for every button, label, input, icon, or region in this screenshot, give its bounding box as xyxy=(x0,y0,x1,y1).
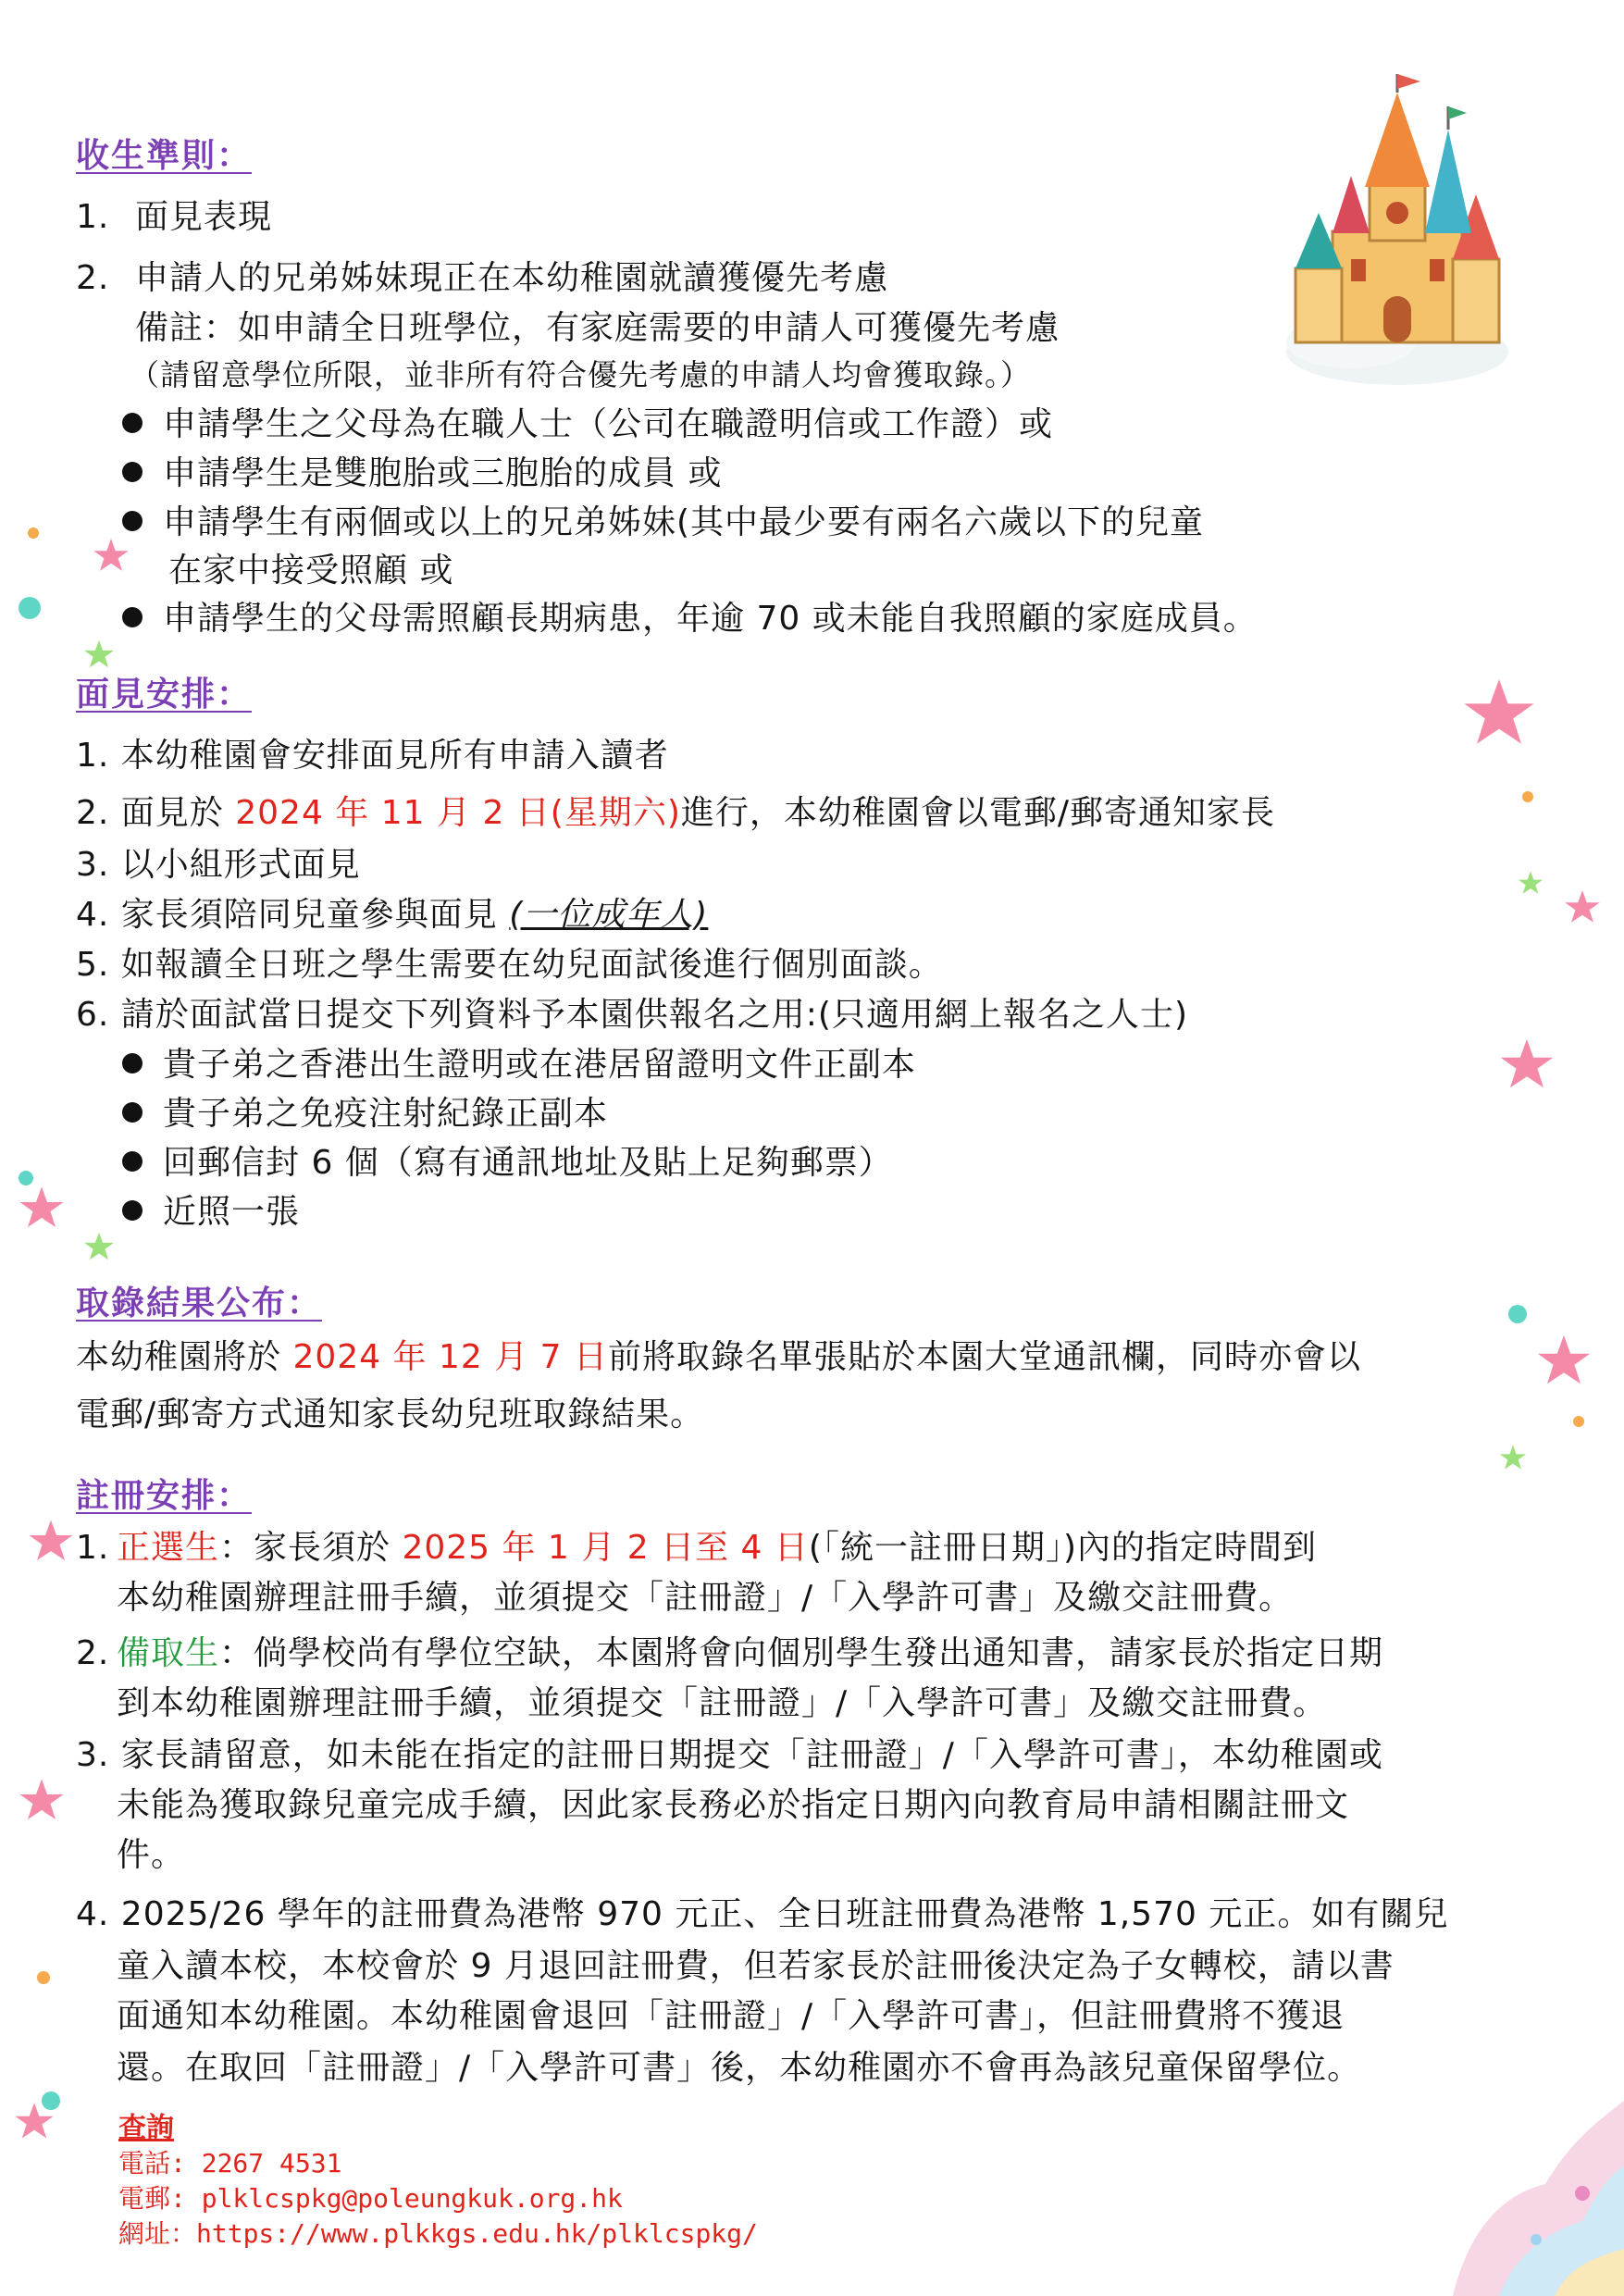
admission-bullet xyxy=(122,398,1053,445)
registration-item-3: 3. 家長請留意，如未能在指定的註冊日期提交「註冊證」/「入學許可書」，本幼稚園或 xyxy=(76,1736,1383,1774)
item-text: ：倘學校尚有學位空缺，本園將會向個別學生發出通知書，請家長於指定日期 xyxy=(219,1634,1384,1672)
item-text: 面見表現 xyxy=(135,198,273,236)
bullet-text: 申請學生之父母為在職人士（公司在職證明信或工作證）或 xyxy=(163,405,1054,443)
interview-item-5: 5. 如報讀全日班之學生需要在幼兒面試後進行個別面談。 xyxy=(76,946,943,984)
bullet-icon xyxy=(122,1151,143,1172)
registration-item-2 xyxy=(76,1627,1383,1674)
star-icon xyxy=(1536,1333,1592,1388)
star-icon xyxy=(1564,888,1601,925)
bullet-icon xyxy=(122,607,143,627)
section-heading-results: 取錄結果公布： xyxy=(76,1285,323,1322)
star-icon xyxy=(83,1231,115,1262)
adult-note: (一位成年人) xyxy=(509,896,709,934)
registration-item-4: 4. 2025/26 學年的註冊費為港幣 970 元正、全日班註冊費為港幣 1,570 元正。如有關兒 xyxy=(76,1895,1449,1933)
item-text: (「統一註冊日期」)內的指定時間到 xyxy=(808,1529,1317,1567)
registration-item-2-cont: 到本幼稚園辦理註冊手續，並須提交「註冊證」/「入學許可書」及繳交註冊費。 xyxy=(117,1684,1328,1722)
interview-bullet xyxy=(122,1087,608,1135)
item-text: 4. 家長須陪同兒童參與面見 xyxy=(76,896,510,934)
decorative-dot xyxy=(1522,791,1533,802)
star-icon xyxy=(19,1777,65,1823)
interview-bullet xyxy=(122,1136,893,1184)
bullet-icon xyxy=(122,1053,143,1074)
registration-item-4-cont: 童入讀本校，本校會於 9 月退回註冊費，但若家長於註冊後決定為子女轉校，請以書 xyxy=(117,1947,1395,1985)
contact-email[interactable]: 電郵: plklcspkg@poleungkuk.org.hk xyxy=(118,2183,623,2214)
bullet-icon xyxy=(122,413,143,433)
item-number: 1. xyxy=(76,198,110,236)
section-heading-admission: 收生準則： xyxy=(76,137,253,175)
star-icon xyxy=(19,1185,65,1231)
results-text: 前將取錄名單張貼於本園大堂通訊欄，同時亦會以 xyxy=(608,1338,1362,1376)
results-line-1 xyxy=(76,1331,1361,1378)
admission-item-2 xyxy=(76,252,888,299)
decorative-dot xyxy=(19,1171,33,1185)
admission-bullet xyxy=(122,447,722,494)
bullet-text: 貴子弟之香港出生證明或在港居留證明文件正副本 xyxy=(163,1046,917,1084)
star-icon xyxy=(1462,676,1536,750)
interview-item-2 xyxy=(76,787,1275,834)
waitlist-student-label: 備取生 xyxy=(117,1634,220,1672)
results-line-2: 電郵/郵寄方式通知家長幼兒班取錄結果。 xyxy=(76,1396,705,1433)
contact-phone: 電話: 2267 4531 xyxy=(118,2148,342,2178)
results-date: 2024 年 12 月 7 日 xyxy=(292,1338,609,1376)
decorative-dot xyxy=(1573,1416,1584,1427)
registration-item-3-cont: 未能為獲取錄兒童完成手續，因此家長務必於指定日期內向教育局申請相關註冊文 xyxy=(117,1786,1350,1824)
decorative-dot xyxy=(19,597,41,619)
decorative-dot xyxy=(42,2091,60,2110)
bullet-text: 近照一張 xyxy=(163,1193,301,1231)
bullet-icon xyxy=(122,1102,143,1123)
registration-date: 2025 年 1 月 2 日至 4 日 xyxy=(402,1529,809,1567)
contact-website[interactable]: 網址：https://www.plkkgs.edu.hk/plklcspkg/ xyxy=(118,2218,758,2249)
bullet-icon xyxy=(122,462,143,482)
admission-note: （請留意學位所限，並非所有符合優先考慮的申請人均會獲取錄。） xyxy=(130,357,1032,392)
item-text: 2. 面見於 xyxy=(76,794,236,832)
admission-bullet xyxy=(122,496,1204,543)
star-icon xyxy=(28,1518,74,1564)
section-heading-interview: 面見安排： xyxy=(76,676,253,714)
bullet-icon xyxy=(122,511,143,531)
decorative-dot xyxy=(1508,1305,1527,1323)
registration-item-1-cont: 本幼稚園辦理註冊手續，並須提交「註冊證」/「入學許可書」及繳交註冊費。 xyxy=(117,1579,1294,1617)
interview-item-4 xyxy=(76,888,708,936)
bullet-text: 申請學生是雙胞胎或三胞胎的成員 或 xyxy=(163,454,723,492)
contact-title: 查詢 xyxy=(118,2112,174,2144)
bullet-icon xyxy=(122,1200,143,1221)
interview-bullet xyxy=(122,1038,916,1086)
unicorn-illustration xyxy=(1444,2082,1624,2296)
decorative-dot xyxy=(28,527,39,539)
item-number: 1. xyxy=(76,1529,110,1567)
registration-item-1 xyxy=(76,1521,1317,1569)
star-icon xyxy=(1499,1444,1527,1471)
section-heading-registration: 註冊安排： xyxy=(76,1477,253,1515)
star-icon xyxy=(1518,870,1543,896)
bullet-text: 申請學生有兩個或以上的兄弟姊妹(其中最少要有兩名六歲以下的兒童 xyxy=(163,503,1205,541)
registration-item-4-cont: 還。在取回「註冊證」/「入學許可書」後，本幼稚園亦不會再為該兒童保留學位。 xyxy=(117,2049,1362,2087)
results-text: 本幼稚園將於 xyxy=(76,1338,293,1376)
item-number: 2. xyxy=(76,1634,110,1672)
admission-item-1 xyxy=(76,191,272,238)
registration-item-3-cont: 件。 xyxy=(117,1836,186,1874)
item-text: 申請人的兄弟姊妹現正在本幼稚園就讀獲優先考慮 xyxy=(135,259,889,297)
interview-item-3: 3. 以小組形式面見 xyxy=(76,846,361,884)
bullet-text: 貴子弟之免疫注射紀錄正副本 xyxy=(163,1095,609,1133)
bullet-text: 申請學生的父母需照顧長期病患，年逾 70 或未能自我照顧的家庭成員。 xyxy=(163,600,1258,638)
interview-item-6: 6. 請於面試當日提交下列資料予本園供報名之用:(只適用網上報名之人士) xyxy=(76,996,1189,1034)
star-icon xyxy=(1499,1036,1555,1092)
decorative-dot xyxy=(37,1971,50,1984)
admission-remark: 備註：如申請全日班學位，有家庭需要的申請人可獲優先考慮 xyxy=(135,309,1060,347)
item-number: 2. xyxy=(76,259,110,297)
registration-item-4-cont: 面通知本幼稚園。本幼稚園會退回「註冊證」/「入學許可書」，但註冊費將不獲退 xyxy=(117,1997,1345,2035)
star-icon xyxy=(83,639,115,670)
interview-bullet xyxy=(122,1185,300,1233)
castle-illustration xyxy=(1277,74,1518,389)
admission-bullet-continuation: 在家中接受照顧 或 xyxy=(168,552,454,590)
item-text: ：家長須於 xyxy=(219,1529,403,1567)
interview-date: 2024 年 11 月 2 日(星期六) xyxy=(235,794,681,832)
regular-student-label: 正選生 xyxy=(117,1529,220,1567)
item-text: 進行，本幼稚園會以電郵/郵寄通知家長 xyxy=(680,794,1276,832)
interview-item-1: 1. 本幼稚園會安排面見所有申請入讀者 xyxy=(76,737,669,775)
bullet-text: 回郵信封 6 個（寫有通訊地址及貼上足夠郵票） xyxy=(163,1144,893,1182)
admission-bullet xyxy=(122,592,1258,639)
